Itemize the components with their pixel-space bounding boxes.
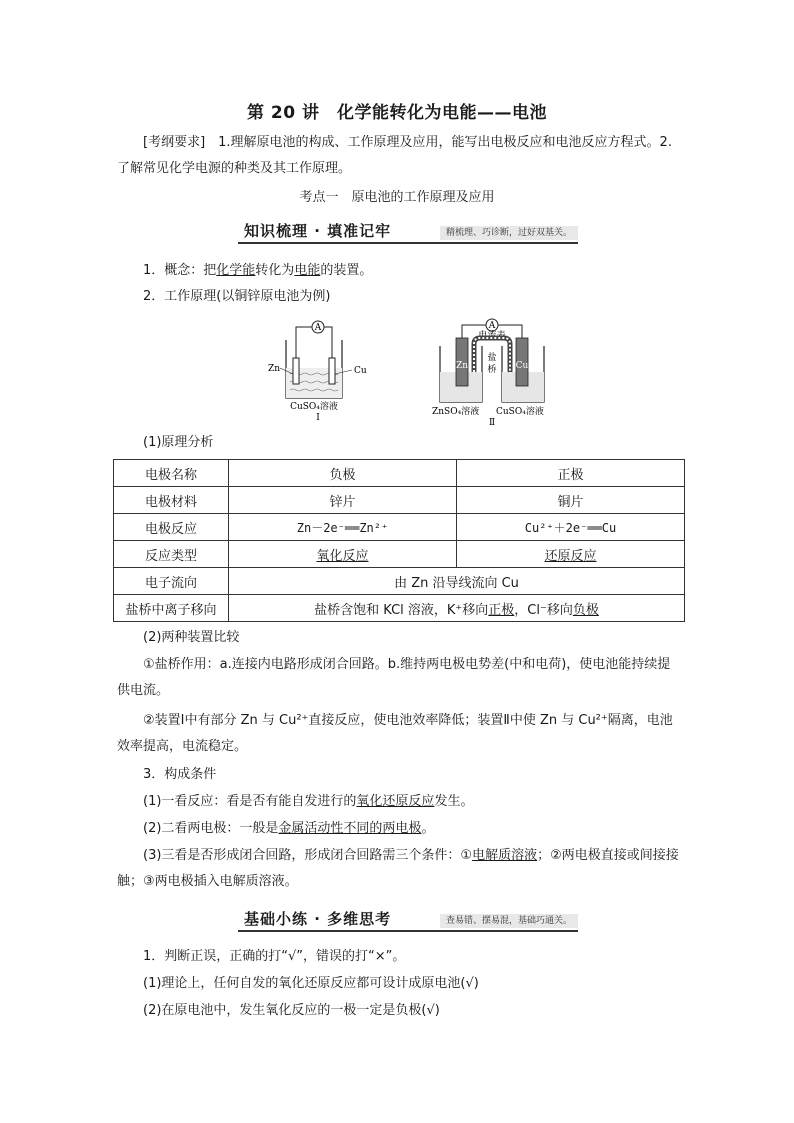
answer-reduction: 还原反应	[544, 548, 597, 564]
answer-redox: 氧化还原反应	[356, 794, 435, 809]
cu-electrode	[329, 358, 335, 384]
practice-item-1: (1)理论上，任何自发的氧化还原反应都可设计成原电池(√)	[143, 976, 479, 991]
practice-item-2: (2)在原电池中，发生氧化反应的一极一定是负极(√)	[143, 1003, 440, 1018]
table-row	[114, 568, 685, 595]
concept-answer-1: 化学能	[216, 263, 256, 278]
answer-negative: 负极	[572, 602, 599, 618]
fig2-ammeter-label: A	[488, 321, 496, 331]
conditions-heading: 3．构成条件	[143, 767, 217, 782]
table-cell: Zn－2e⁻══Zn²⁺	[229, 514, 457, 541]
principle-table	[113, 459, 685, 622]
fig1-cu-label: Cu	[354, 366, 367, 376]
table-cell: 锌片	[229, 487, 457, 514]
answer-electrodes: 金属活动性不同的两电极	[278, 821, 422, 836]
fig2-figure-label: Ⅱ	[488, 418, 496, 426]
fig1-ammeter-label: A	[314, 323, 322, 333]
concept-prefix: 1．概念：把	[143, 263, 217, 278]
table-cell	[229, 541, 457, 568]
zn-electrode	[293, 358, 299, 384]
fig2-solution-right: CuSO₄溶液	[496, 407, 544, 417]
cell-diagram-1	[266, 318, 386, 426]
condition-2: (2)二看两电极：一般是金属活动性不同的两电极。	[143, 821, 435, 836]
answer-positive: 正极	[488, 602, 515, 618]
table-cell	[457, 541, 685, 568]
condition-1: (1)一看反应：看是否有能自发进行的氧化还原反应发生。	[143, 794, 474, 809]
table-cell: 铜片	[457, 487, 685, 514]
wire-right	[324, 327, 332, 358]
table-row	[114, 541, 685, 568]
table-cell: Cu²⁺＋2e⁻══Cu	[457, 514, 685, 541]
practice-banner-title: 基础小练 · 多维思考	[244, 910, 392, 928]
fig2-bridge-label-2: 桥	[487, 365, 497, 375]
table-cell: 盐桥含饱和 KCl 溶液，K⁺移向正极，Cl⁻移向负极	[229, 595, 685, 622]
table-row-head: 反应类型	[114, 541, 229, 568]
table-row-head: 电子流向	[114, 568, 229, 595]
fig1-figure-label: Ⅰ	[316, 413, 320, 423]
fig2-cu-label: Cu	[515, 361, 529, 371]
table-cell: 正极	[457, 460, 685, 487]
fig2-solution-left: ZnSO₄溶液	[432, 407, 480, 417]
answer-electrolyte: 电解质溶液	[472, 848, 538, 863]
table-row	[114, 460, 685, 487]
concept-line	[117, 258, 683, 284]
compare-point-2: ②装置Ⅰ中有部分 Zn 与 Cu²⁺直接反应，使电池效率降低；装置Ⅱ中使 Zn 与 Cu²⁺隔离，电池效率提高，电流稳定。	[117, 713, 673, 754]
table-cell: 负极	[229, 460, 457, 487]
practice-banner	[238, 908, 578, 932]
requirements-label: [考纲要求]	[143, 135, 206, 150]
page-title: 第 20 讲 化学能转化为电能——电池	[247, 103, 547, 123]
wire-left	[296, 327, 312, 358]
concept-answer-2: 电能	[294, 263, 321, 278]
table-row	[114, 487, 685, 514]
practice-banner-tag: 查易错、摆易混，基础巧通关。	[440, 914, 578, 928]
fig2-bridge-label-1: 盐	[487, 353, 497, 363]
fig2-zn-label: Zn	[455, 361, 469, 371]
compare-heading: (2)两种装置比较	[143, 630, 240, 645]
cell-diagram-2	[430, 316, 560, 426]
table-row	[114, 595, 685, 622]
table-row-head: 电极反应	[114, 514, 229, 541]
knowledge-banner-tag: 精梳理、巧诊断，过好双基关。	[440, 226, 578, 240]
table-row	[114, 514, 685, 541]
table-row-head: 盐桥中离子移向	[114, 595, 229, 622]
condition-3: (3)三看是否形成闭合回路，形成闭合回路需三个条件：①电解质溶液；②两电极直接或间接接触；③两电极插入电解质溶液。	[117, 848, 679, 889]
table-cell: 由 Zn 沿导线流向 Cu	[229, 568, 685, 595]
answer-oxidation: 氧化反应	[316, 548, 369, 564]
compare-point-1: ①盐桥作用：a.连接内电路形成闭合回路。b.维持两电极电势差(中和电荷)，使电池能持续提供电流。	[117, 657, 671, 698]
table-row-head: 电极材料	[114, 487, 229, 514]
concept-mid: 转化为	[255, 263, 295, 278]
knowledge-banner-title: 知识梳理 · 填准记牢	[244, 222, 392, 240]
exam-requirements	[117, 130, 683, 182]
section-heading: 考点一 原电池的工作原理及应用	[299, 190, 495, 205]
principle-heading: 2．工作原理(以铜锌原电池为例)	[143, 289, 331, 304]
analysis-heading: (1)原理分析	[143, 435, 214, 450]
knowledge-banner	[238, 220, 578, 244]
table-row-head: 电极名称	[114, 460, 229, 487]
requirements-text: 1.理解原电池的构成、工作原理及应用，能写出电极反应和电池反应方程式。2.了解常见化学电源的种类及其工作原理。	[117, 135, 672, 176]
fig1-solution-label: CuSO₄溶液	[290, 402, 338, 412]
fig2-meter-label: 电流表	[478, 331, 506, 341]
fig1-zn-label: Zn	[268, 364, 281, 374]
practice-heading: 1．判断正误，正确的打“√”，错误的打“×”。	[143, 949, 406, 964]
concept-suffix: 的装置。	[320, 263, 373, 278]
